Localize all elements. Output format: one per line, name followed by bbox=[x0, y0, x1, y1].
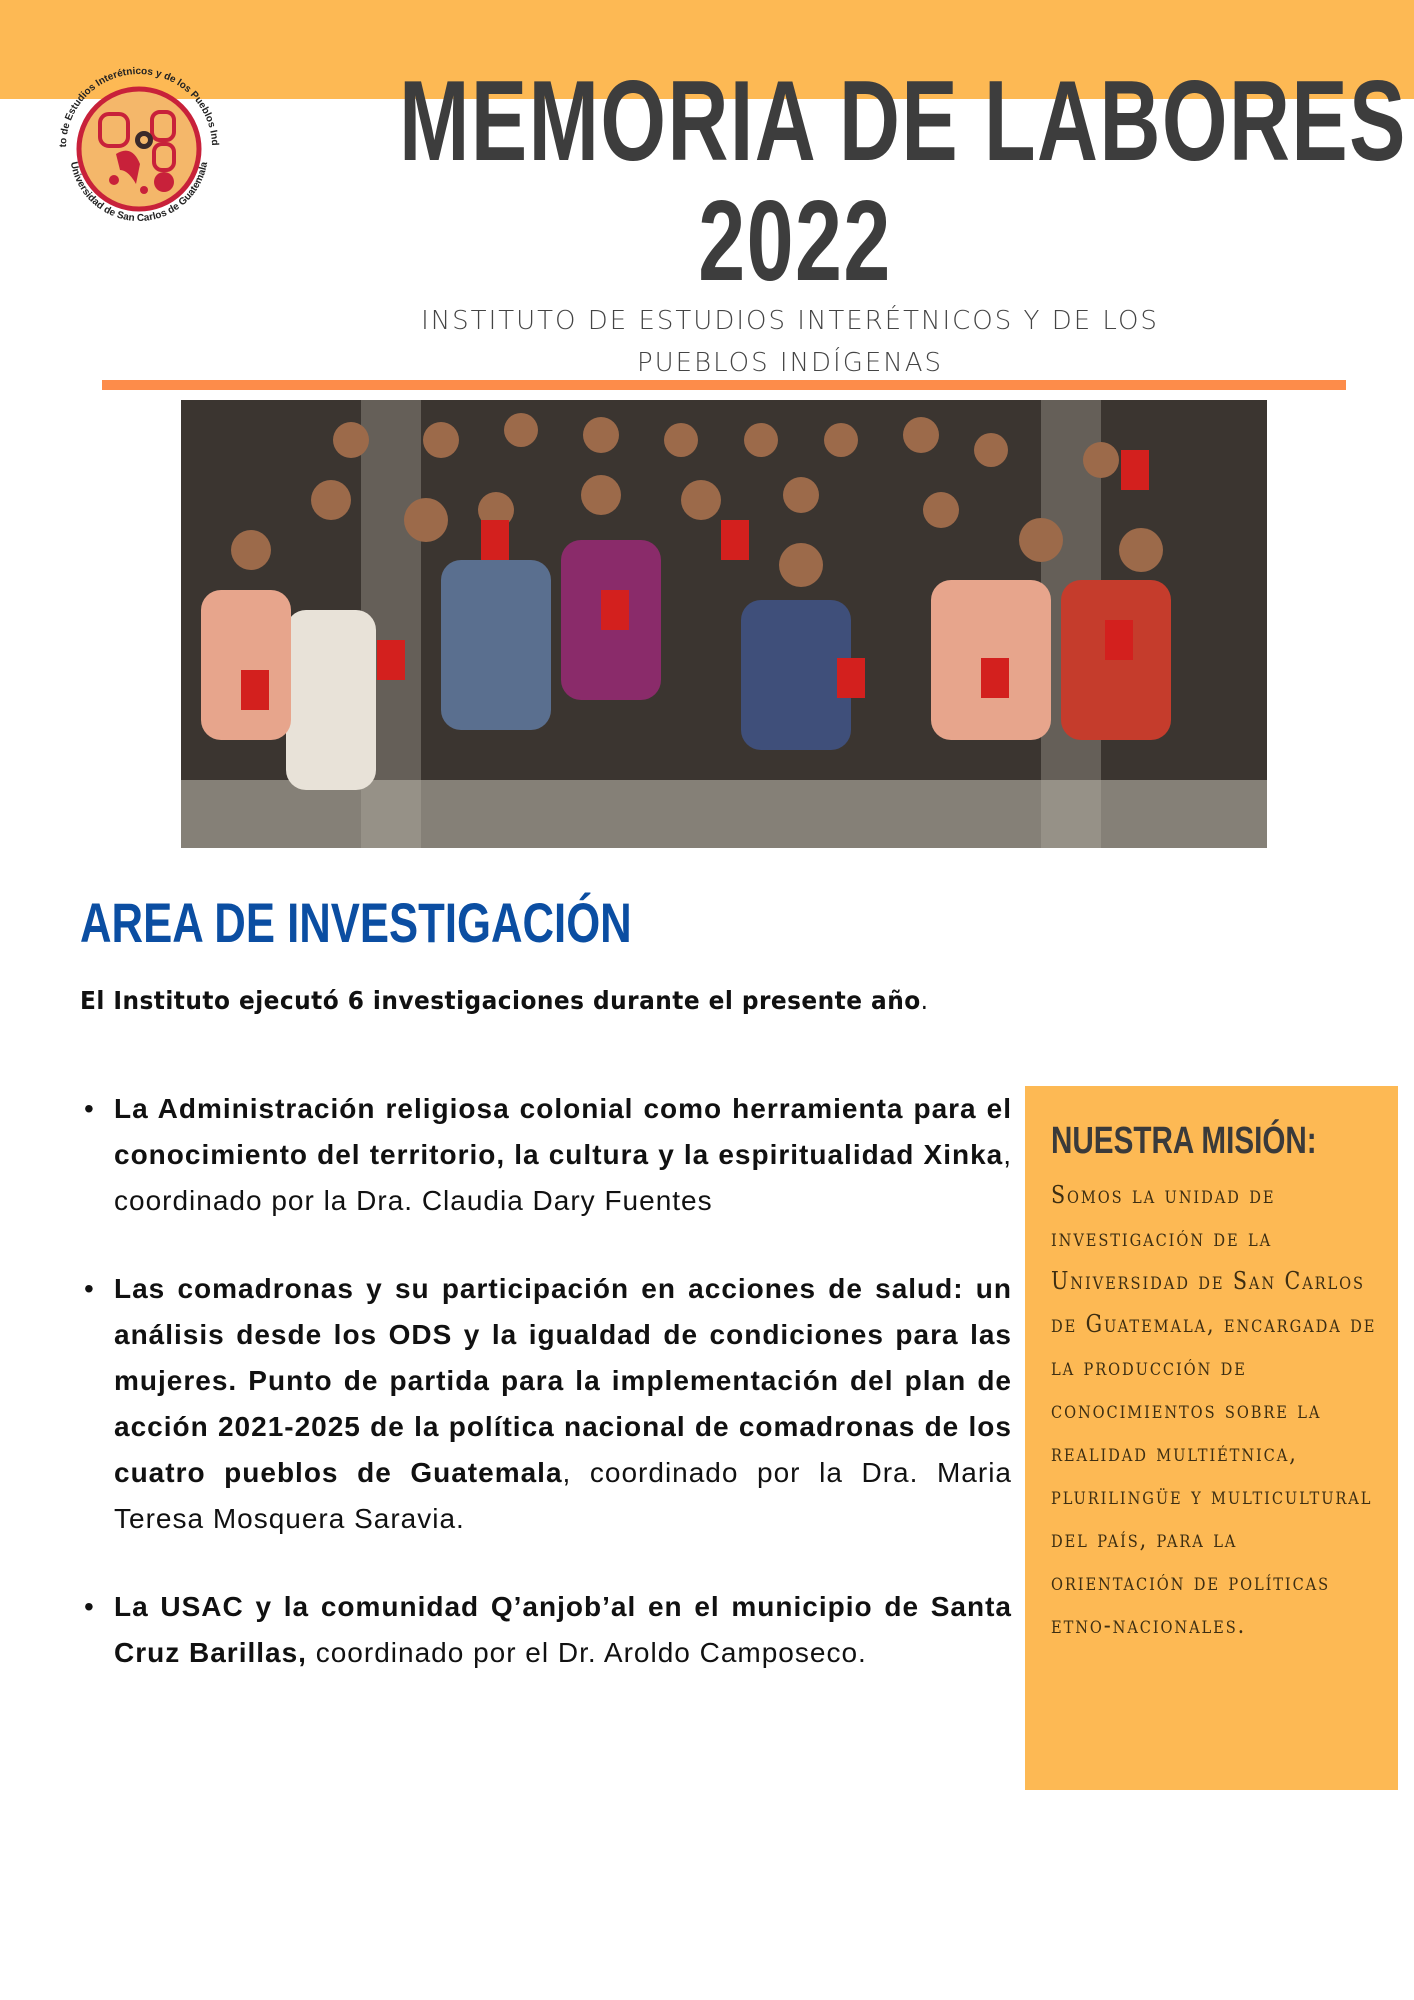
section-intro bbox=[80, 984, 929, 1018]
mission-text: Somos la unidad de investigación de la Universidad de San Carlos de Guatemala, encargada de la producción de conocimientos sobre la realidad multiétnica, plurilingüe y multicultural del país, para la orientación de políticas etno-nacionales. bbox=[1051, 1181, 1377, 1639]
bullet-icon: • bbox=[84, 1591, 95, 1622]
investigation-title: La USAC y la comunidad Q’anjob’al en el municipio de Santa Cruz Barillas, bbox=[114, 1591, 1012, 1668]
subtitle-line-2: PUEBLOS INDÍGENAS bbox=[636, 348, 944, 378]
investigation-coordinator: , coordinado por la Dra. Maria Teresa Mosquera Saravia. bbox=[114, 1457, 1012, 1534]
mission-title: NUESTRA MISIÓN: bbox=[1051, 1120, 1317, 1162]
bullet-icon: • bbox=[84, 1093, 95, 1124]
investigations-list bbox=[80, 1086, 1012, 1718]
investigation-coordinator: , coordinado por la Dra. Claudia Dary Fuentes bbox=[114, 1139, 1012, 1216]
divider-rule bbox=[102, 380, 1346, 390]
title-year: 2022 bbox=[698, 178, 892, 305]
title-line-1: MEMORIA DE LABORES bbox=[399, 58, 1407, 185]
group-photo-image bbox=[181, 400, 1267, 848]
investigation-coordinator: coordinado por el Dr. Aroldo Camposeco. bbox=[306, 1637, 867, 1668]
intro-period: . bbox=[920, 986, 929, 1015]
section-title: AREA DE INVESTIGACIÓN bbox=[80, 891, 632, 954]
investigation-title: La Administración religiosa colonial como herramienta para el conocimiento del territorio, la cultura y la espiritualidad Xinka bbox=[114, 1093, 1012, 1170]
subtitle-line-1: INSTITUTO DE ESTUDIOS INTERÉTNICOS Y DE LOS bbox=[421, 306, 1159, 336]
list-item bbox=[80, 1266, 1012, 1542]
investigation-title: Las comadronas y su participación en acciones de salud: un análisis desde los ODS y la igualdad de condiciones para las mujeres. Punto de partida para la implementación del plan de acción 2021-2025 de la política nacional de comadronas de los cuatro pueblos de Guatemala bbox=[114, 1273, 1012, 1488]
svg-text:Universidad de San Carlos de G: Universidad de San Carlos de Guatemala bbox=[67, 160, 211, 225]
list-item bbox=[80, 1584, 1012, 1676]
institute-subtitle bbox=[320, 300, 1260, 384]
bullet-icon: • bbox=[84, 1273, 95, 1304]
institute-seal-logo bbox=[44, 52, 234, 242]
mission-box bbox=[1025, 1086, 1398, 1790]
svg-text:Instituto de Estudios Interétn: to de Estudios Interétnicos y de los Pueblos Ind bbox=[57, 65, 221, 148]
page-title bbox=[399, 58, 1407, 305]
list-item bbox=[80, 1086, 1012, 1224]
intro-text: El Instituto ejecutó 6 investigaciones durante el presente año bbox=[80, 986, 921, 1015]
